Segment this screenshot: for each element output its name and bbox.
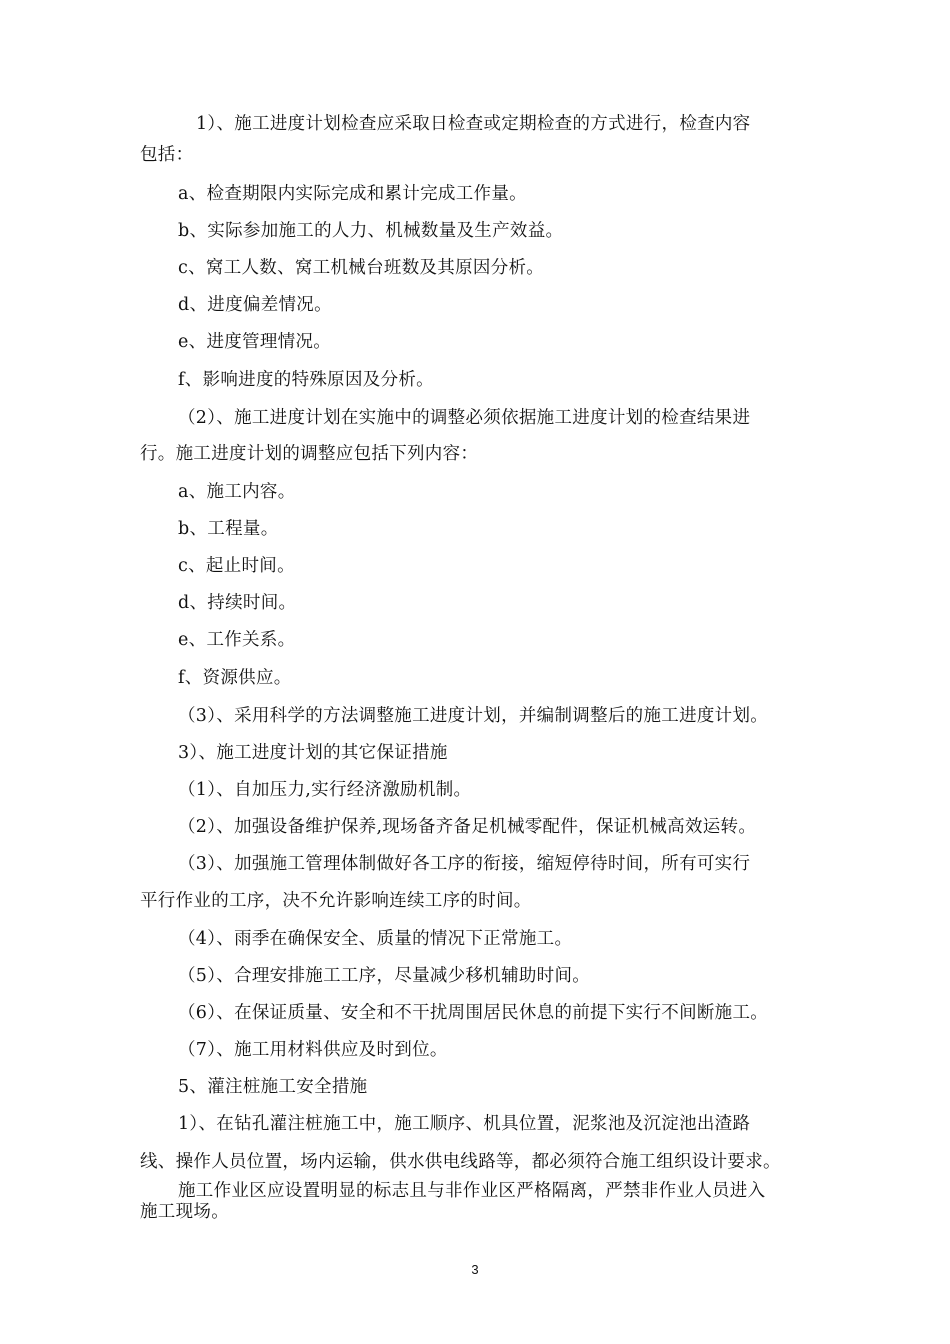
text-line: f、影响进度的特殊原因及分析。 [178,370,434,390]
text-line: （3）、采用科学的方法调整施工进度计划，并编制调整后的施工进度计划。 [178,706,769,726]
text-line: c、起止时间。 [178,556,295,576]
text-line: b、工程量。 [178,519,279,539]
text-line: （1）、自加压力,实行经济激励机制。 [178,780,472,800]
text-line: 1）、在钻孔灌注桩施工中，施工顺序、机具位置，泥浆池及沉淀池出渣路 [178,1114,751,1134]
text-line: （2）、施工进度计划在实施中的调整必须依据施工进度计划的检查结果进 [178,408,751,428]
text-line: a、施工内容。 [178,482,296,502]
text-line: 包括： [140,145,194,165]
text-line: 施工作业区应设置明显的标志且与非作业区严格隔离，严禁非作业人员进入 [178,1181,766,1201]
text-line: （7）、施工用材料供应及时到位。 [178,1040,448,1060]
text-line: （6）、在保证质量、安全和不干扰周围居民休息的前提下实行不间断施工。 [178,1003,769,1023]
section-heading: 5、灌注桩施工安全措施 [178,1077,368,1097]
text-line: （3）、加强施工管理体制做好各工序的衔接，缩短停待时间，所有可实行 [178,854,751,874]
text-line: d、持续时间。 [178,593,297,613]
text-line: （4）、雨季在确保安全、质量的情况下正常施工。 [178,929,573,949]
text-line: （5）、合理安排施工工序，尽量减少移机辅助时间。 [178,966,591,986]
text-line: a、检查期限内实际完成和累计完成工作量。 [178,184,527,204]
text-line: e、进度管理情况。 [178,332,332,352]
text-line: 线、操作人员位置，场内运输，供水供电线路等，都必须符合施工组织设计要求。 [140,1152,781,1172]
text-line: c、窝工人数、窝工机械台班数及其原因分析。 [178,258,545,278]
page-number: 3 [471,1262,479,1277]
text-line: d、进度偏差情况。 [178,295,332,315]
text-line: 平行作业的工序，决不允许影响连续工序的时间。 [140,891,532,911]
text-line: 1）、施工进度计划检查应采取日检查或定期检查的方式进行，检查内容 [196,114,751,134]
text-line: b、实际参加施工的人力、机械数量及生产效益。 [178,221,564,241]
text-line: 行。施工进度计划的调整应包括下列内容： [140,444,479,464]
text-line: 3）、施工进度计划的其它保证措施 [178,743,448,763]
text-line: f、资源供应。 [178,668,292,688]
text-line: （2）、加强设备维护保养,现场备齐备足机械零配件，保证机械高效运转。 [178,817,757,837]
text-line: e、工作关系。 [178,630,296,650]
text-line: 施工现场。 [140,1202,229,1222]
